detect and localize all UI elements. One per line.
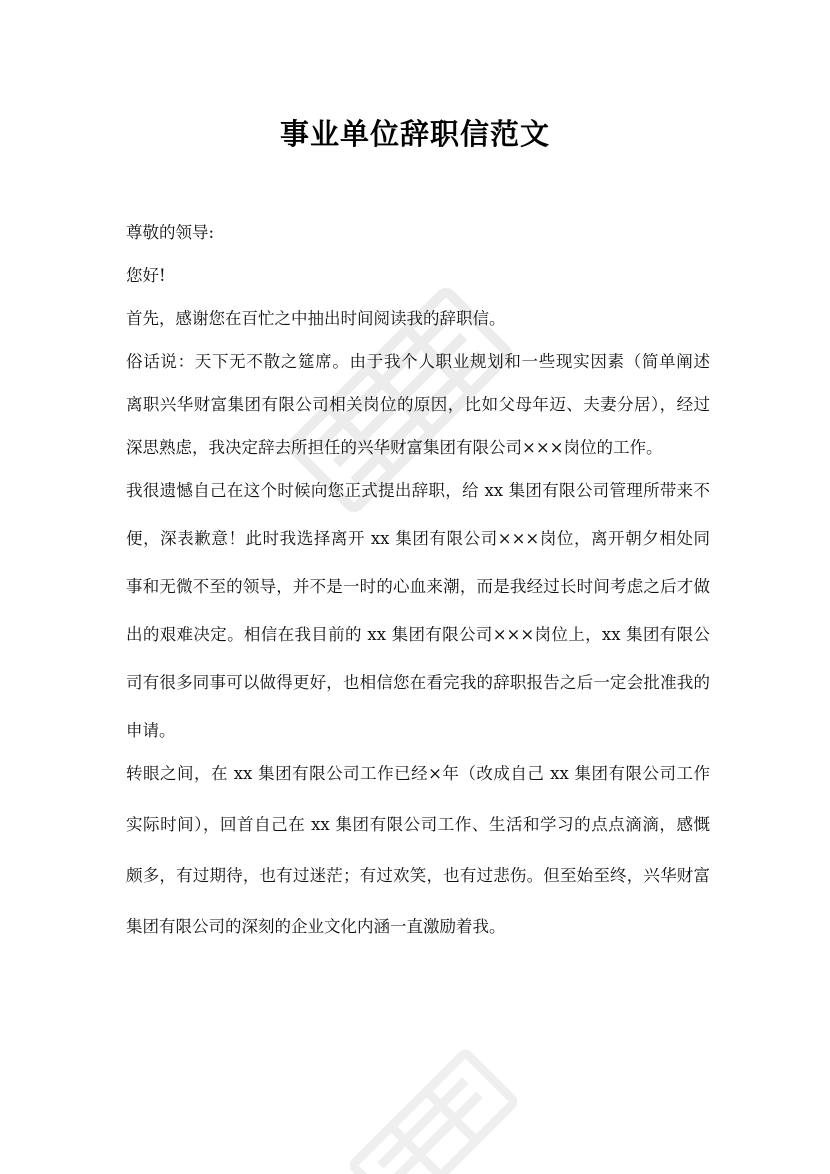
- paragraph-line: 申请。: [126, 721, 176, 740]
- salutation: 尊敬的领导:: [126, 223, 215, 242]
- paragraph-line: 司有很多同事可以做得更好，也相信您在看完我的辞职报告之后一定会批准我的: [126, 673, 710, 692]
- paragraph-line: 便，深表歉意！此时我选择离开 xx 集团有限公司×××岗位，离开朝夕相处同: [126, 529, 710, 548]
- paragraph-line: 集团有限公司的深刻的企业文化内涵一直激励着我。: [126, 917, 506, 936]
- paragraph-line: 事和无微不至的领导，并不是一时的心血来潮，而是我经过长时间考虑之后才做: [126, 577, 710, 596]
- greeting: 您好!: [126, 266, 166, 285]
- watermark-stamp-bottom: [330, 1030, 530, 1174]
- letter-body: [126, 221, 710, 939]
- paragraph-line: 俗话说：天下无不散之筵席。由于我个人职业规划和一些现实因素（简单阐述: [126, 352, 710, 371]
- page-title: 事业单位辞职信范文: [279, 117, 550, 151]
- opening-paragraph: 首先，感谢您在百忙之中抽出时间阅读我的辞职信。: [126, 309, 506, 328]
- paragraph-line: 出的艰难决定。相信在我目前的 xx 集团有限公司×××岗位上，xx 集团有限公: [126, 625, 710, 644]
- paragraph-line: 转眼之间，在 xx 集团有限公司工作已经×年（改成自己 xx 集团有限公司工作: [126, 764, 710, 783]
- paragraph-line: 离职兴华财富集团有限公司相关岗位的原因，比如父母年迈、夫妻分居），经过: [126, 395, 710, 414]
- paragraph-line: 颇多，有过期待，也有过迷茫；有过欢笑，也有过悲伤。但至始至终，兴华财富: [126, 866, 710, 885]
- paragraph-line: 深思熟虑，我决定辞去所担任的兴华财富集团有限公司×××岗位的工作。: [126, 438, 663, 457]
- paragraph-line: 实际时间），回首自己在 xx 集团有限公司工作、生活和学习的点点滴滴，感慨: [126, 815, 710, 834]
- paragraph-line: 我很遗憾自己在这个时候向您正式提出辞职，给 xx 集团有限公司管理所带来不: [126, 481, 710, 500]
